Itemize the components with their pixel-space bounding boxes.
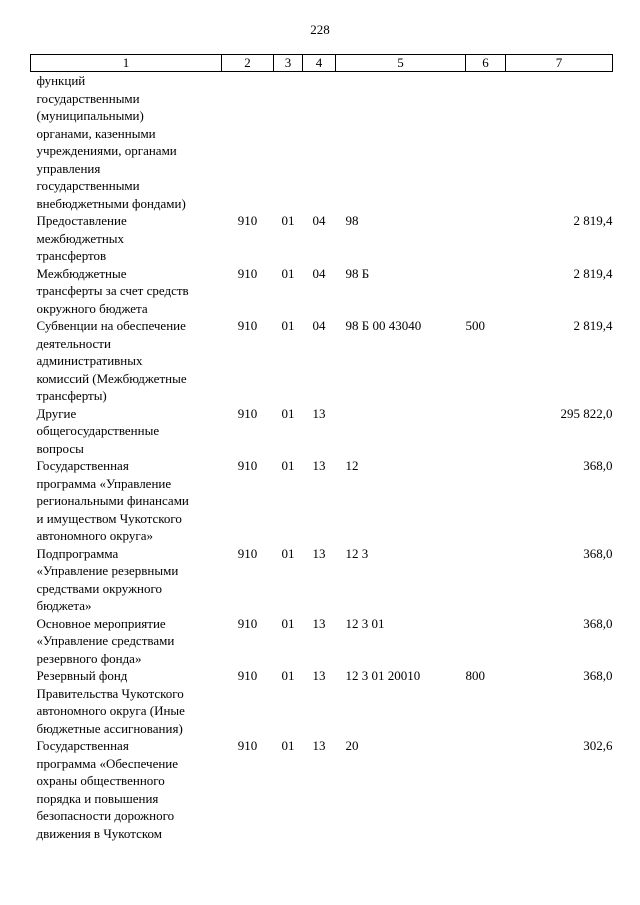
row-name (31, 72, 222, 213)
row-expense-type-code (466, 265, 506, 318)
row-expense-type-code: 800 (465, 668, 485, 683)
row-name-line: (муниципальными) (36, 108, 144, 123)
row-name (31, 667, 222, 737)
row-name-line: трансфертов (36, 248, 107, 263)
row-target-article-code (336, 405, 466, 458)
row-grbs-code: 910 (237, 318, 258, 333)
row-subsection-code: 13 (312, 668, 326, 683)
row-name-line: Основное мероприятие (36, 615, 166, 631)
budget-table (30, 54, 613, 842)
row-name-line: Подпрограмма (36, 545, 119, 561)
header-col-6: 6 (466, 55, 506, 72)
header-col-3: 3 (274, 55, 303, 72)
table-row (31, 545, 613, 615)
row-target-article-code (336, 72, 466, 213)
row-subsection-code: 04 (312, 213, 326, 228)
row-name-line: межбюджетных (36, 230, 125, 246)
row-name-line: средствами окружного (36, 580, 163, 596)
row-amount: 2 819,4 (573, 213, 613, 228)
header-col-4: 4 (303, 55, 336, 72)
row-name-line: комиссий (Межбюджетные (36, 370, 187, 386)
row-name-line: административных (36, 353, 143, 368)
row-grbs-code: 910 (237, 265, 258, 281)
row-name-line: деятельности (36, 335, 111, 351)
table-row (31, 72, 613, 213)
row-amount (506, 72, 613, 213)
row-name-line: трансферты) (36, 388, 107, 403)
table-row (31, 737, 613, 842)
row-target-article-code: 20 (345, 738, 359, 753)
row-name-line: Резервный фонд (36, 668, 128, 683)
row-subsection-code: 04 (312, 265, 326, 281)
row-target-article-code: 12 (345, 458, 359, 473)
row-section-code: 01 (281, 318, 295, 333)
row-name-line: «Управление средствами (36, 633, 175, 648)
row-name-line: управления (36, 160, 101, 176)
header-row (31, 55, 613, 72)
row-target-article-code: 98 Б 00 43040 (345, 318, 422, 333)
row-name-line: трансферты за счет средств (36, 283, 189, 298)
row-amount: 368,0 (583, 668, 613, 683)
table-row (31, 615, 613, 668)
row-name (31, 615, 222, 668)
row-amount: 295 822,0 (560, 405, 613, 421)
row-expense-type-code (466, 212, 506, 265)
row-grbs-code (222, 72, 274, 213)
table-header (31, 55, 613, 72)
row-subsection-code: 13 (312, 545, 326, 561)
row-grbs-code: 910 (237, 458, 258, 473)
row-name (31, 405, 222, 458)
row-target-article-code: 12 3 01 20010 (345, 668, 421, 683)
row-name (31, 457, 222, 545)
row-grbs-code: 910 (237, 668, 258, 683)
row-name-line: Правительства Чукотского (36, 685, 184, 701)
row-name-line: Другие (36, 405, 77, 421)
header-col-1: 1 (31, 55, 222, 72)
table-row (31, 265, 613, 318)
row-amount: 2 819,4 (573, 265, 613, 281)
row-section-code: 01 (281, 265, 295, 281)
row-target-article-code: 98 (345, 213, 359, 228)
row-grbs-code: 910 (237, 615, 258, 631)
row-expense-type-code (466, 405, 506, 458)
row-grbs-code: 910 (237, 405, 258, 421)
row-section-code: 01 (281, 545, 295, 561)
row-name-line: общегосударственные (36, 423, 160, 438)
row-name-line: Предоставление (36, 213, 127, 228)
row-expense-type-code (466, 457, 506, 545)
row-section-code: 01 (281, 738, 295, 753)
row-name-line: безопасности дорожного (36, 808, 175, 823)
table-row (31, 667, 613, 737)
row-subsection-code (303, 72, 336, 213)
row-name-line: автономного округа (Иные (36, 703, 185, 718)
table-row (31, 405, 613, 458)
row-subsection-code: 13 (312, 458, 326, 473)
row-name-line: региональными финансами (36, 493, 189, 508)
row-name-line: окружного бюджета (36, 300, 148, 316)
row-name-line: охраны общественного (36, 773, 165, 788)
row-name-line: резервного фонда» (36, 650, 142, 666)
row-grbs-code: 910 (237, 545, 258, 561)
row-section-code: 01 (281, 615, 295, 631)
table-row (31, 212, 613, 265)
row-amount: 302,6 (583, 738, 613, 753)
row-name-line: движения в Чукотском (36, 825, 162, 841)
row-name-line: Межбюджетные (36, 265, 127, 281)
row-section-code: 01 (281, 668, 295, 683)
row-name-line: программа «Управление (36, 475, 172, 491)
row-name-line: бюджетные ассигнования) (36, 720, 183, 736)
row-name-line: учреждениями, органами (36, 143, 177, 158)
row-subsection-code: 13 (312, 405, 326, 421)
header-col-2: 2 (222, 55, 274, 72)
row-name-line: программа «Обеспечение (36, 755, 179, 771)
row-expense-type-code (466, 72, 506, 213)
row-name-line: внебюджетными фондами) (36, 195, 186, 211)
row-subsection-code: 13 (312, 615, 326, 631)
row-name (31, 265, 222, 318)
row-name-line: Субвенции на обеспечение (36, 318, 186, 333)
row-name-line: государственными (36, 178, 140, 193)
row-name-line: Государственная (36, 458, 129, 473)
row-name-line: порядка и повышения (36, 790, 159, 806)
row-target-article-code: 12 3 01 (345, 615, 385, 631)
row-subsection-code: 13 (312, 738, 326, 753)
row-name-line: и имуществом Чукотского (36, 510, 182, 526)
row-section-code: 01 (281, 458, 295, 473)
row-name (31, 212, 222, 265)
row-subsection-code: 04 (312, 318, 326, 333)
row-name (31, 737, 222, 842)
row-amount: 368,0 (583, 458, 613, 473)
row-amount: 368,0 (583, 545, 613, 561)
row-expense-type-code (466, 737, 506, 842)
row-name-line: «Управление резервными (36, 563, 179, 578)
row-section-code (274, 72, 303, 213)
table-row (31, 457, 613, 545)
row-name (31, 545, 222, 615)
header-col-7: 7 (506, 55, 613, 72)
table-body (31, 72, 613, 843)
row-name (31, 317, 222, 405)
row-name-line: вопросы (36, 440, 84, 456)
row-name-line: Государственная (36, 738, 129, 753)
header-col-5: 5 (336, 55, 466, 72)
row-name-line: органами, казенными (36, 125, 156, 141)
row-target-article-code: 12 3 (345, 545, 369, 561)
row-name-line: бюджета» (36, 598, 92, 613)
row-name-line: функций (36, 73, 86, 88)
row-amount: 2 819,4 (573, 318, 613, 333)
page-number: 228 (310, 22, 330, 37)
row-section-code: 01 (281, 405, 295, 421)
row-grbs-code: 910 (237, 213, 258, 228)
row-expense-type-code (466, 545, 506, 615)
row-section-code: 01 (281, 213, 295, 228)
row-amount: 368,0 (583, 615, 613, 631)
row-expense-type-code (466, 615, 506, 668)
row-target-article-code: 98 Б (345, 265, 370, 281)
row-expense-type-code: 500 (465, 318, 485, 333)
table-row (31, 317, 613, 405)
row-name-line: автономного округа» (36, 528, 153, 543)
row-name-line: государственными (36, 90, 140, 106)
row-grbs-code: 910 (237, 738, 258, 753)
